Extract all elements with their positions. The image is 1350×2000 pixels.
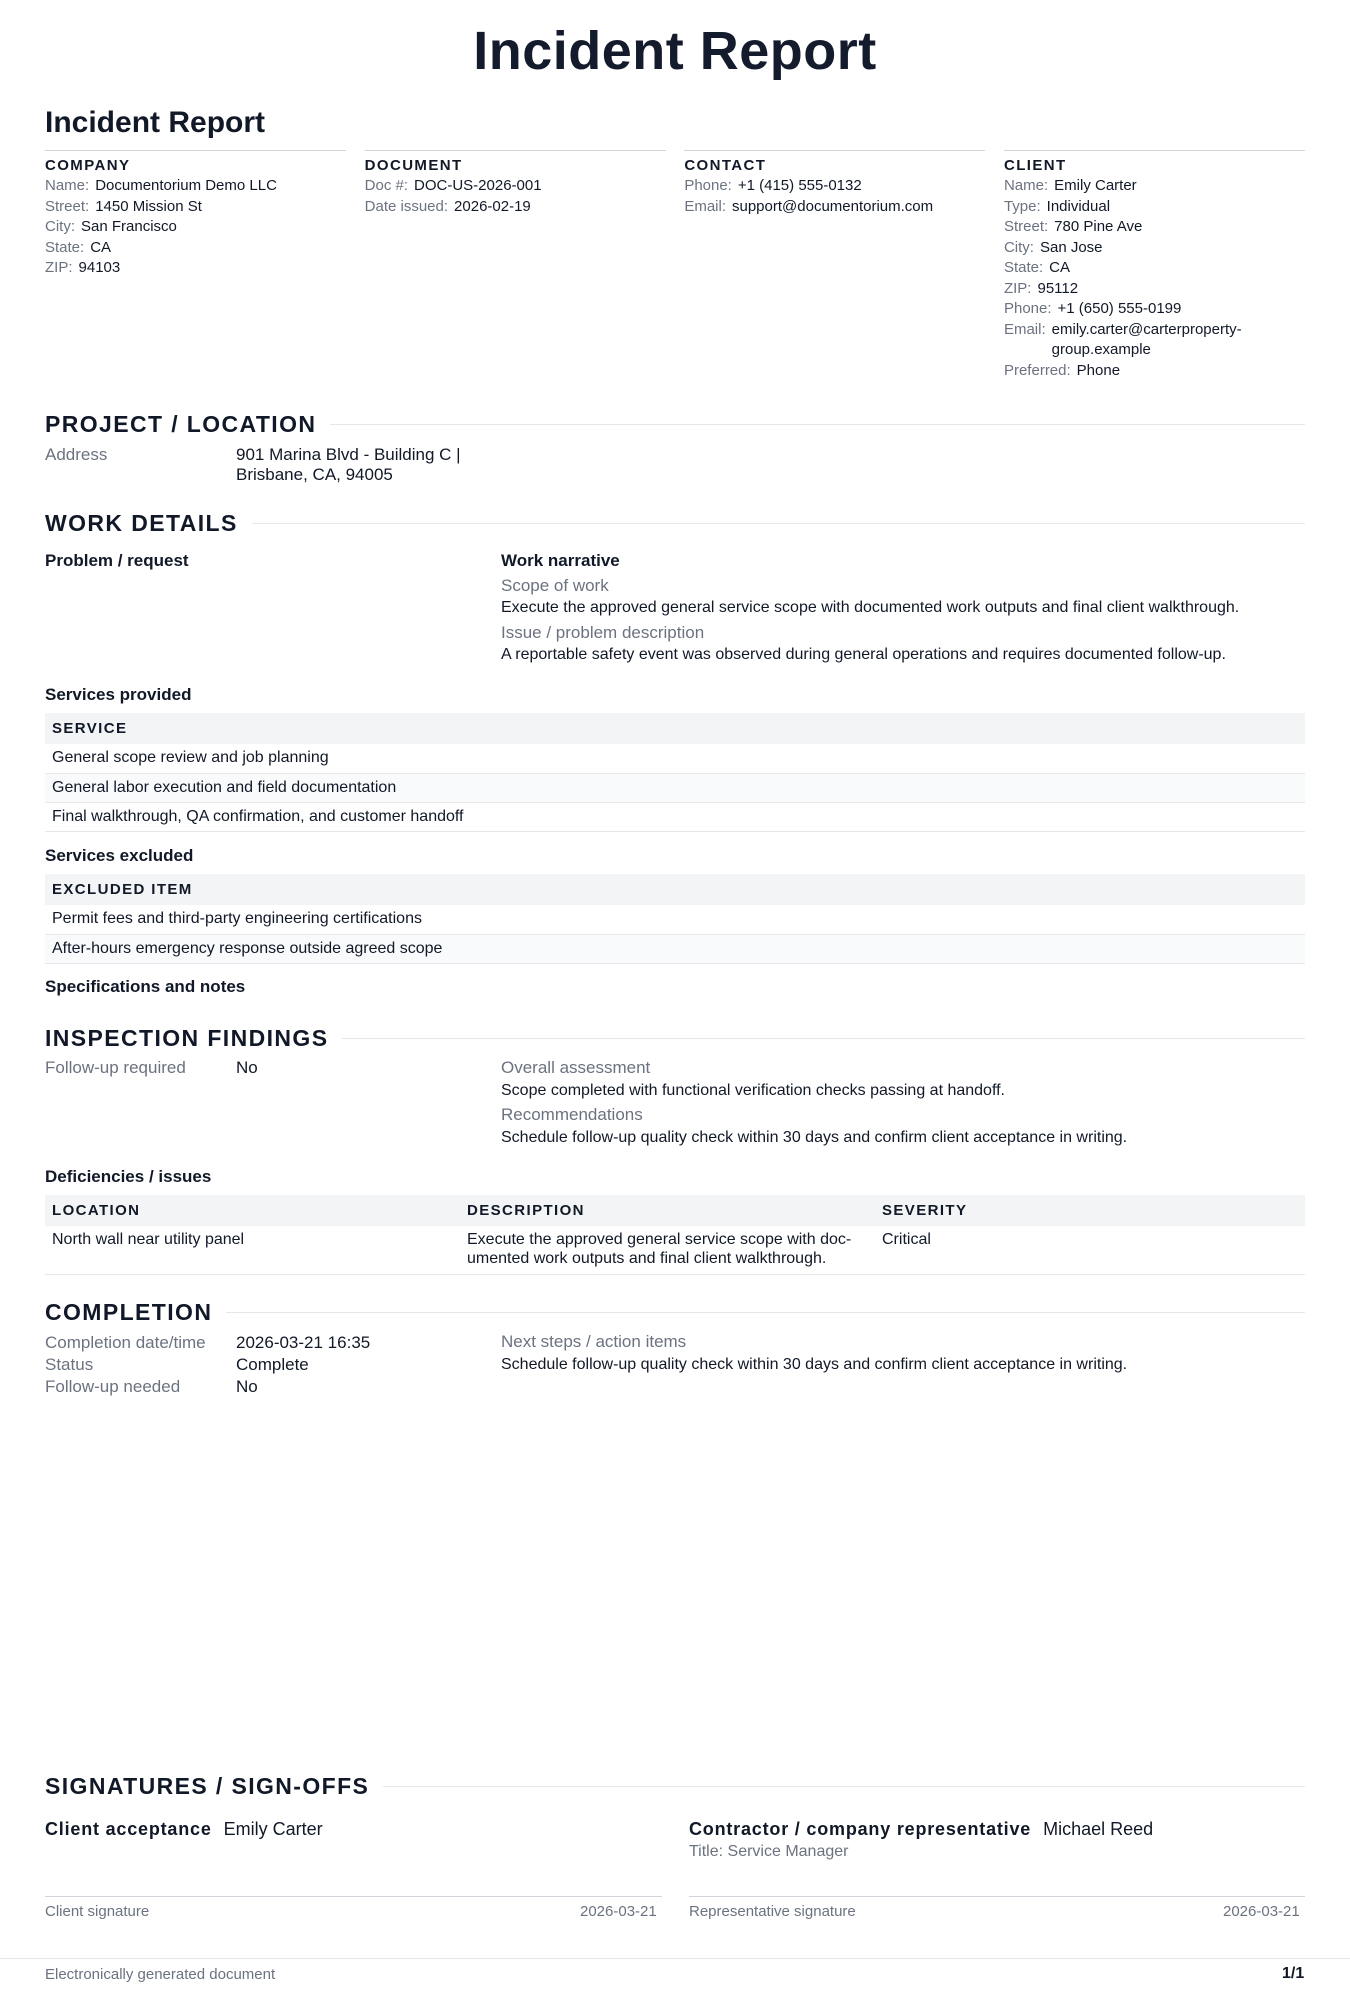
- contact-block: [684, 150, 985, 381]
- work-heading: WORK DETAILS: [45, 510, 238, 536]
- info-key: Street:: [1003, 218, 1049, 235]
- completion-followup-value: No: [236, 1377, 258, 1396]
- excluded-cell: Permit fees and third-party engineering certifications: [45, 905, 1305, 934]
- table-row: [45, 744, 1305, 773]
- completion-labels: [45, 1332, 206, 1398]
- footer-rule: [0, 1958, 1350, 1959]
- completion-status-value: Complete: [236, 1355, 309, 1374]
- assessment-label: Overall assessment: [501, 1058, 651, 1077]
- info-key: State:: [45, 238, 85, 256]
- info-row: [1004, 238, 1305, 259]
- address-line-2: Brisbane, CA, 94005: [236, 465, 393, 484]
- client-acceptance-row: [45, 1819, 323, 1840]
- info-value: Emily Carter: [1054, 177, 1137, 194]
- table-row: [45, 905, 1305, 934]
- info-row: [45, 217, 346, 238]
- address-line-1: 901 Marina Blvd - Building C |: [236, 445, 461, 464]
- info-key: Street:: [45, 197, 90, 215]
- location-cell: North wall near utility panel: [45, 1226, 460, 1274]
- info-value: Documentorium Demo LLC: [95, 177, 277, 194]
- inspection-section-header: [45, 1025, 1305, 1052]
- description-line-2: umented work outputs and final client walkthrough.: [467, 1250, 827, 1267]
- document-block: [365, 150, 666, 381]
- info-row: [684, 176, 985, 197]
- signatures-section-header: [45, 1773, 1305, 1800]
- parties-block: [45, 150, 1305, 381]
- services-column-header: SERVICE: [45, 713, 1305, 744]
- info-value: San Jose: [1039, 238, 1103, 256]
- services-table: [45, 713, 1305, 832]
- client-signature-date: 2026-03-21: [580, 1903, 657, 1920]
- issue-label: Issue / problem description: [501, 623, 705, 642]
- info-row: [1004, 361, 1305, 382]
- info-row: [1004, 197, 1305, 218]
- completion-heading: COMPLETION: [45, 1299, 213, 1325]
- info-value: CA: [90, 238, 112, 256]
- completion-date-label: Completion date/time: [45, 1333, 206, 1352]
- info-key: Email:: [1003, 320, 1046, 338]
- info-value: San Francisco: [81, 218, 177, 235]
- address-value: [236, 445, 461, 485]
- info-row: [1004, 299, 1305, 320]
- info-key: City:: [45, 218, 75, 235]
- client-signature-label: Client signature: [45, 1903, 150, 1920]
- info-value: Individual: [1046, 197, 1111, 215]
- representative-label: Contractor / company representative: [689, 1819, 1032, 1839]
- info-value: +1 (415) 555-0132: [737, 177, 862, 194]
- deficiencies-label: Deficiencies / issues: [45, 1167, 212, 1186]
- info-value: CA: [1049, 259, 1071, 276]
- followup-required-label: Follow-up required: [45, 1058, 186, 1077]
- narrative-label: Work narrative: [501, 551, 620, 570]
- info-row: [45, 197, 346, 218]
- scope-label: Scope of work: [501, 576, 609, 595]
- info-key: ZIP:: [1003, 279, 1032, 297]
- info-key: ZIP:: [45, 259, 73, 276]
- info-row: [45, 258, 346, 279]
- project-section-header: [45, 411, 1305, 438]
- info-key: Doc #:: [364, 177, 409, 194]
- info-row: [365, 176, 666, 197]
- completion-section-header: [45, 1299, 1305, 1326]
- description-cell: [460, 1226, 875, 1274]
- info-row: [1004, 279, 1305, 300]
- followup-required-value: No: [236, 1058, 258, 1077]
- inspection-heading: INSPECTION FINDINGS: [45, 1025, 329, 1051]
- excluded-label: Services excluded: [45, 846, 194, 865]
- info-key: Date issued:: [364, 197, 449, 215]
- info-row: [45, 238, 346, 259]
- recommendations-text: Schedule follow-up quality check within 30 days and confirm client acceptance in writing.: [501, 1129, 1128, 1146]
- client-block: [1004, 150, 1305, 381]
- info-value: DOC-US-2026-001: [414, 177, 542, 194]
- company-heading: COMPANY: [45, 157, 131, 174]
- info-value: +1 (650) 555-0199: [1057, 300, 1182, 317]
- description-column-header: DESCRIPTION: [460, 1195, 875, 1226]
- address-label: Address: [45, 445, 108, 464]
- severity-cell: Critical: [875, 1226, 1305, 1274]
- representative-row: [689, 1819, 1153, 1840]
- signatures-heading: SIGNATURES / SIGN-OFFS: [45, 1773, 370, 1799]
- scope-text: Execute the approved general service scope with documented work outputs and final client walkthrough.: [501, 599, 1240, 616]
- table-row: [45, 802, 1305, 831]
- completion-date-value: 2026-03-21 16:35: [236, 1333, 371, 1352]
- assessment-text: Scope completed with functional verification checks passing at handoff.: [501, 1082, 1005, 1099]
- service-cell: General scope review and job planning: [45, 744, 1305, 773]
- section-rule: [252, 523, 1305, 524]
- table-row: [45, 1226, 1305, 1274]
- section-rule: [226, 1312, 1305, 1313]
- description-line-1: Execute the approved general service scope with doc-: [467, 1231, 852, 1248]
- info-key: Phone:: [1003, 300, 1052, 317]
- info-row: [365, 197, 666, 218]
- section-rule: [383, 1786, 1305, 1787]
- contact-heading: CONTACT: [684, 157, 767, 174]
- completion-values: [236, 1332, 370, 1398]
- table-row: [45, 934, 1305, 963]
- info-key: Phone:: [684, 177, 732, 194]
- info-key: Name:: [45, 177, 90, 194]
- representative-signature-label: Representative signature: [689, 1903, 856, 1920]
- company-block: [45, 150, 346, 381]
- project-heading: PROJECT / LOCATION: [45, 411, 317, 437]
- deficiencies-table: [45, 1195, 1305, 1275]
- info-key: Preferred:: [1003, 361, 1071, 379]
- representative-signature-line: [689, 1896, 1305, 1897]
- info-key: State:: [1003, 259, 1044, 276]
- section-rule: [330, 424, 1305, 425]
- representative-title: Title: Service Manager: [689, 1843, 849, 1860]
- footer-note: Electronically generated document: [45, 1966, 276, 1983]
- representative-signature-date: 2026-03-21: [1223, 1903, 1300, 1920]
- service-cell: General labor execution and field documentation: [45, 773, 1305, 802]
- work-section-header: [45, 510, 1305, 537]
- info-value: 2026-02-19: [454, 197, 531, 215]
- completion-status-label: Status: [45, 1355, 94, 1374]
- specs-label: Specifications and notes: [45, 977, 246, 996]
- section-rule: [342, 1038, 1305, 1039]
- info-row: [1004, 217, 1305, 238]
- document-heading: DOCUMENT: [364, 157, 463, 174]
- page-title: Incident Report: [45, 106, 266, 139]
- services-label: Services provided: [45, 685, 192, 704]
- contact-rows: [684, 176, 985, 217]
- excluded-column-header: EXCLUDED ITEM: [45, 874, 1305, 905]
- completion-followup-label: Follow-up needed: [45, 1377, 181, 1396]
- company-rows: [45, 176, 346, 279]
- location-column-header: LOCATION: [45, 1195, 460, 1226]
- info-key: Name:: [1003, 177, 1049, 194]
- info-row: [1004, 258, 1305, 279]
- info-value: 94103: [78, 259, 121, 276]
- page-number: 1/1: [1282, 1965, 1305, 1982]
- info-value: 780 Pine Ave: [1054, 218, 1143, 235]
- info-value: emily.carter@carterproperty-group.example: [1051, 320, 1242, 358]
- info-key: Email:: [684, 197, 726, 215]
- recommendations-label: Recommendations: [501, 1105, 643, 1124]
- info-key: City:: [1003, 238, 1034, 256]
- severity-column-header: SEVERITY: [875, 1195, 1305, 1226]
- document-rows: [365, 176, 666, 217]
- info-value: 95112: [1037, 279, 1079, 297]
- client-signer-name: Emily Carter: [223, 1819, 323, 1839]
- info-row: [684, 197, 985, 218]
- table-row: [45, 773, 1305, 802]
- next-steps-text: Schedule follow-up quality check within 30 days and confirm client acceptance in writing.: [501, 1356, 1128, 1373]
- client-acceptance-label: Client acceptance: [45, 1819, 212, 1839]
- client-heading: CLIENT: [1003, 157, 1067, 174]
- client-rows: [1004, 176, 1305, 381]
- service-cell: Final walkthrough, QA confirmation, and customer handoff: [45, 802, 1305, 831]
- problem-label: Problem / request: [45, 551, 189, 570]
- info-row: [45, 176, 346, 197]
- info-value: 1450 Mission St: [95, 197, 202, 215]
- client-signature-line: [45, 1896, 662, 1897]
- info-value: Phone: [1076, 361, 1121, 379]
- main-title: Incident Report: [473, 21, 877, 81]
- issue-text: A reportable safety event was observed during general operations and requires documented follow-up.: [501, 646, 1226, 663]
- info-row: [1004, 320, 1305, 361]
- info-row: [1004, 176, 1305, 197]
- info-value: support@documentorium.com: [732, 197, 934, 215]
- excluded-cell: After-hours emergency response outside agreed scope: [45, 934, 1305, 963]
- representative-name: Michael Reed: [1043, 1819, 1154, 1839]
- info-key: Type:: [1003, 197, 1041, 215]
- excluded-table: [45, 874, 1305, 964]
- next-steps-label: Next steps / action items: [501, 1332, 687, 1351]
